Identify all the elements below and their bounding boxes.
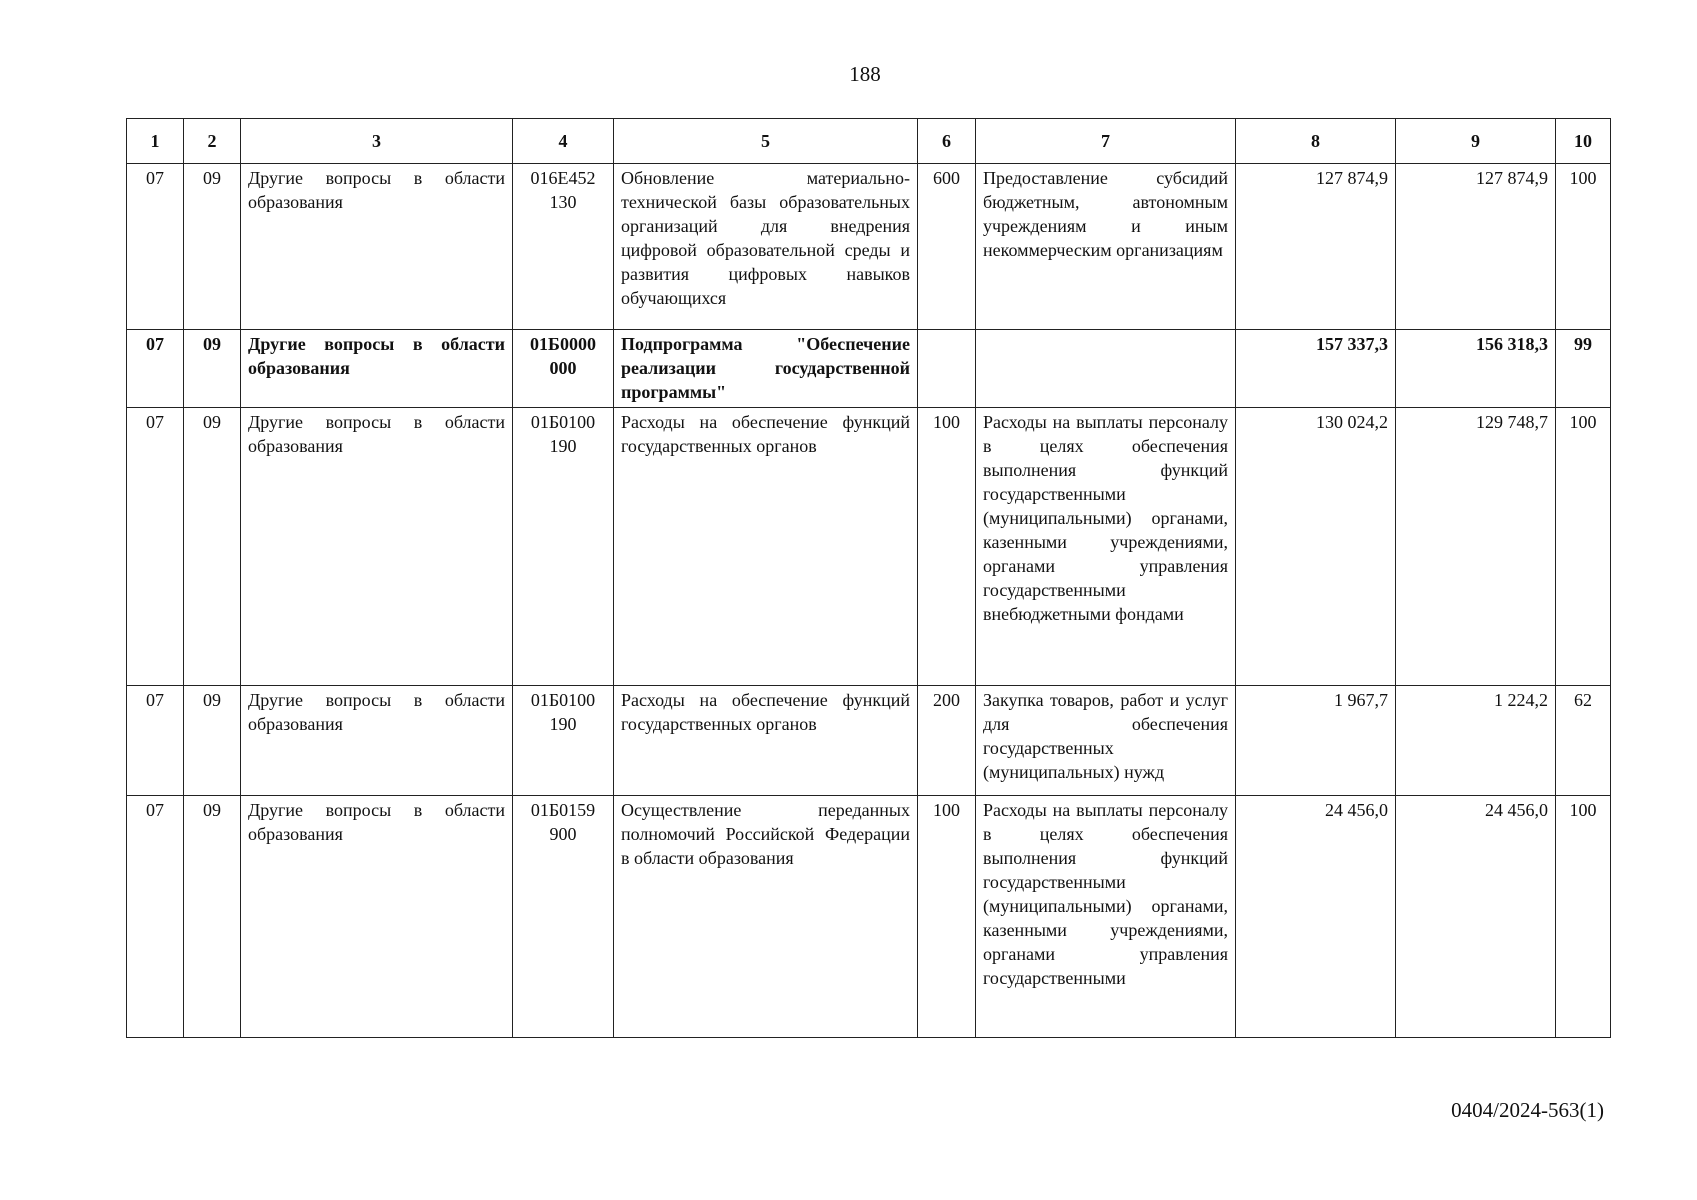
target-article-code-part2: 190 [549,436,577,456]
execution-percent: 62 [1556,686,1611,796]
target-article-code [513,330,614,408]
document-number: 0404/2024-563(1) [1451,1098,1604,1122]
header-cell: 7 [976,119,1236,164]
actual-amount: 156 318,3 [1396,330,1556,408]
target-article-code-part1: 01Б0159 [530,800,596,820]
expense-type-code: 600 [918,164,976,330]
actual-amount: 127 874,9 [1396,164,1556,330]
header-cell: 10 [1556,119,1611,164]
table-row [127,796,1611,1038]
subsection-code: 09 [184,164,241,330]
target-article-code [513,408,614,686]
subsection-name: Другие вопросы в области образования [241,408,513,686]
subsection-code: 09 [184,330,241,408]
target-article-code-part1: 01Б0000 [530,334,596,354]
header-cell: 3 [241,119,513,164]
header-cell: 4 [513,119,614,164]
planned-amount: 1 967,7 [1236,686,1396,796]
header-cell: 8 [1236,119,1396,164]
header-cell: 1 [127,119,184,164]
target-article-code-part2: 000 [549,358,577,378]
subsection-code: 09 [184,408,241,686]
section-code: 07 [127,330,184,408]
execution-percent: 100 [1556,408,1611,686]
expense-type-code: 100 [918,796,976,1038]
target-article-code [513,796,614,1038]
target-article-code [513,686,614,796]
section-code: 07 [127,686,184,796]
subsection-name: Другие вопросы в области образования [241,330,513,408]
actual-amount: 1 224,2 [1396,686,1556,796]
expense-type-name: Расходы на выплаты персоналу в целях обеспечения выполнения функций государственными (муниципальными) органами, казенными учреждениями, органами управления государственными [976,796,1236,1038]
header-row [127,119,1611,164]
planned-amount: 24 456,0 [1236,796,1396,1038]
execution-percent: 100 [1556,796,1611,1038]
header-cell: 9 [1396,119,1556,164]
planned-amount: 157 337,3 [1236,330,1396,408]
execution-percent: 99 [1556,330,1611,408]
target-article-code-part2: 130 [549,192,577,212]
section-code: 07 [127,408,184,686]
target-article-code-part1: 01Б0100 [530,690,596,710]
budget-table [126,118,1611,1038]
target-article-code-part2: 190 [549,714,577,734]
subsection-name: Другие вопросы в области образования [241,796,513,1038]
target-article-name: Расходы на обеспечение функций государственных органов [614,408,918,686]
header-cell: 6 [918,119,976,164]
target-article-name: Осуществление переданных полномочий Российской Федерации в области образования [614,796,918,1038]
planned-amount: 130 024,2 [1236,408,1396,686]
expense-type-code [918,330,976,408]
target-article-code-part2: 900 [549,824,577,844]
header-cell: 5 [614,119,918,164]
expense-type-name: Предоставление субсидий бюджетным, автономным учреждениям и иным некоммерческим организациям [976,164,1236,330]
target-article-name: Расходы на обеспечение функций государственных органов [614,686,918,796]
section-code: 07 [127,796,184,1038]
table-row [127,164,1611,330]
page-number: 188 [849,62,881,86]
target-article-code [513,164,614,330]
target-article-code-part1: 01Б0100 [530,412,596,432]
expense-type-name [976,330,1236,408]
actual-amount: 129 748,7 [1396,408,1556,686]
target-article-name: Обновление материально-технической базы образовательных организаций для внедрения цифровой образовательной среды и развития цифровых навыков обучающихся [614,164,918,330]
subsection-name: Другие вопросы в области образования [241,164,513,330]
target-article-name: Подпрограмма "Обеспечение реализации государственной программы" [614,330,918,408]
expense-type-name: Закупка товаров, работ и услуг для обеспечения государственных (муниципальных) нужд [976,686,1236,796]
expense-type-code: 200 [918,686,976,796]
subsection-name: Другие вопросы в области образования [241,686,513,796]
actual-amount: 24 456,0 [1396,796,1556,1038]
planned-amount: 127 874,9 [1236,164,1396,330]
expense-type-code: 100 [918,408,976,686]
subsection-code: 09 [184,796,241,1038]
expense-type-name: Расходы на выплаты персоналу в целях обеспечения выполнения функций государственными (муниципальными) органами, казенными учреждениями, органами управления государственными внебюджетными фондами [976,408,1236,686]
header-cell: 2 [184,119,241,164]
execution-percent: 100 [1556,164,1611,330]
table-row [127,408,1611,686]
section-code: 07 [127,164,184,330]
table-row [127,686,1611,796]
target-article-code-part1: 016Е452 [530,168,596,188]
subsection-code: 09 [184,686,241,796]
table-row [127,330,1611,408]
